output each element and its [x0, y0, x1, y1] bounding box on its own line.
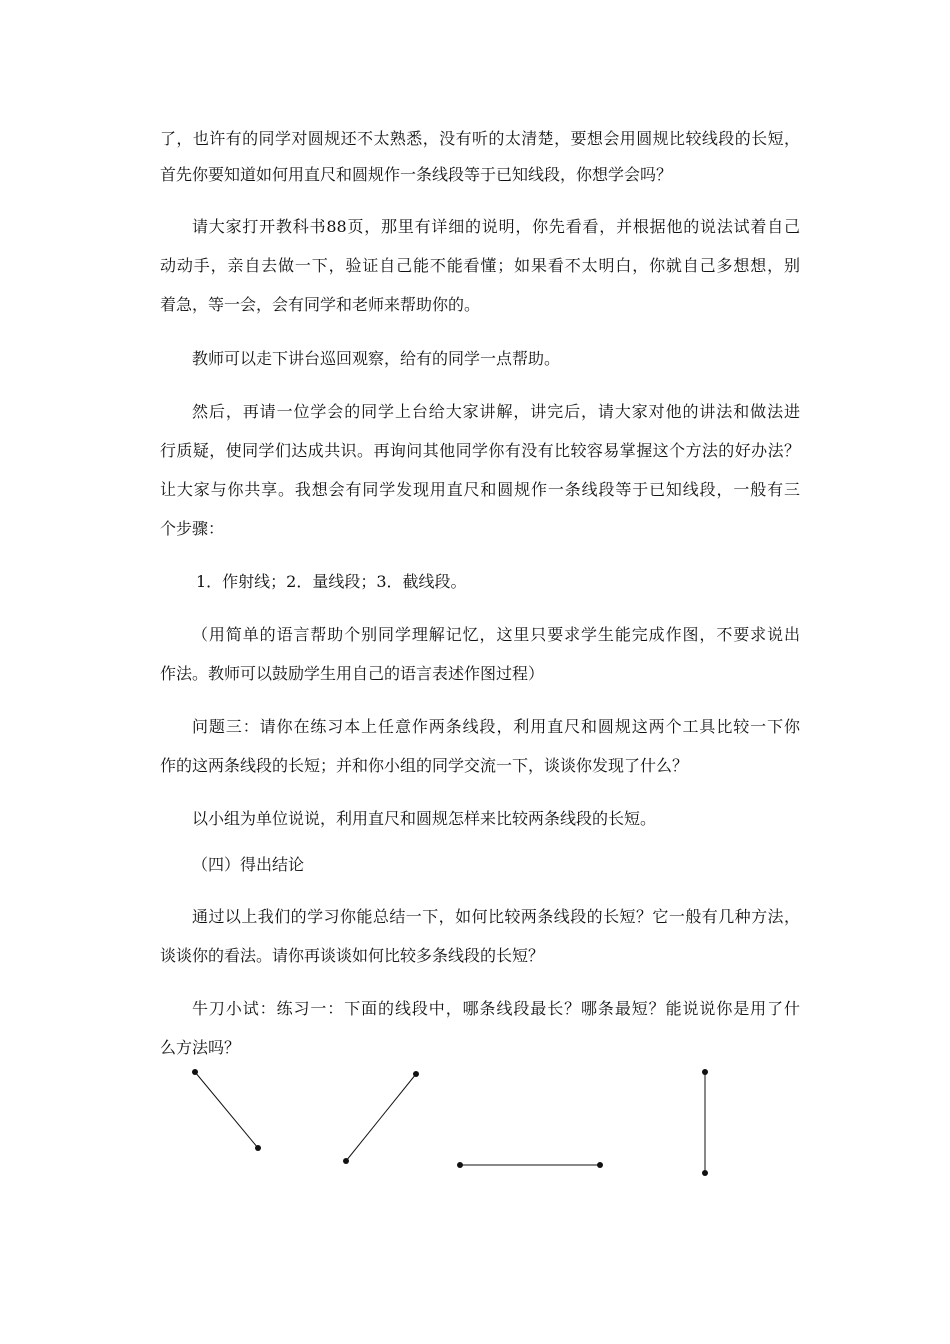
paragraph-line: 作的这两条线段的长短；并和你小组的同学交流一下，谈谈你发现了什么？	[160, 756, 689, 775]
segment-b	[343, 1071, 419, 1164]
paragraph-line: 了，也许有的同学对圆规还不太熟悉，没有听的太清楚，要想会用圆规比较线段的长短，	[160, 129, 800, 148]
paragraph-line: 谈谈你的看法。请你再谈谈如何比较多条线段的长短？	[160, 946, 545, 965]
paragraph-line: 让大家与你共享。我想会有同学发现用直尺和圆规作一条线段等于已知线段，一般有三	[160, 480, 800, 499]
segment-a	[192, 1069, 261, 1151]
segment-c-endpoint	[597, 1162, 603, 1168]
segment-a-endpoint	[255, 1145, 261, 1151]
paragraph-line: 么方法吗？	[160, 1038, 241, 1057]
paragraph-line: 首先你要知道如何用直尺和圆规作一条线段等于已知线段，你想学会吗？	[160, 165, 673, 184]
paragraph-line: 着急，等一会，会有同学和老师来帮助你的。	[160, 295, 481, 314]
paragraph-line: 牛刀小试：练习一：下面的线段中，哪条线段最长？哪条最短？能说说你是用了什	[192, 999, 800, 1018]
segment-d	[702, 1069, 708, 1176]
section-heading: （四）得出结论	[192, 855, 305, 874]
paragraph-line: 个步骤：	[160, 519, 225, 538]
segment-c-endpoint	[457, 1162, 463, 1168]
paragraph-line: 动动手，亲自去做一下，验证自己能不能看懂；如果看不太明白，你就自己多想想，别	[160, 256, 800, 275]
line-segments-figure	[0, 1050, 950, 1200]
segment-b-endpoint	[343, 1158, 349, 1164]
segment-a-endpoint	[192, 1069, 198, 1075]
paragraph-line: 然后，再请一位学会的同学上台给大家讲解，讲完后，请大家对他的讲法和做法进	[192, 402, 800, 421]
segment-b-endpoint	[413, 1071, 419, 1077]
segment-d-endpoint	[702, 1069, 708, 1075]
segment-a-line	[195, 1072, 258, 1148]
paragraph-line: 问题三：请你在练习本上任意作两条线段，利用直尺和圆规这两个工具比较一下你	[192, 717, 800, 736]
segment-b-line	[346, 1074, 416, 1161]
segment-c	[457, 1162, 603, 1168]
paragraph-line: 以小组为单位说说，利用直尺和圆规怎样来比较两条线段的长短。	[192, 809, 657, 828]
paragraph-line: （用简单的语言帮助个别同学理解记忆，这里只要求学生能完成作图，不要求说出	[192, 625, 800, 644]
paragraph-line: 教师可以走下讲台巡回观察，给有的同学一点帮助。	[192, 349, 561, 368]
segment-d-endpoint	[702, 1170, 708, 1176]
paragraph-line: 行质疑，使同学们达成共识。再询问其他同学你有没有比较容易掌握这个方法的好办法？	[160, 441, 800, 460]
paragraph-line: 通过以上我们的学习你能总结一下，如何比较两条线段的长短？它一般有几种方法，	[192, 907, 800, 926]
paragraph-line: 请大家打开教科书88页，那里有详细的说明，你先看看，并根据他的说法试着自己	[192, 217, 800, 236]
steps-line: 1．作射线；2．量线段；3．截线段。	[196, 572, 467, 591]
paragraph-line: 作法。教师可以鼓励学生用自己的语言表述作图过程）	[160, 664, 545, 683]
